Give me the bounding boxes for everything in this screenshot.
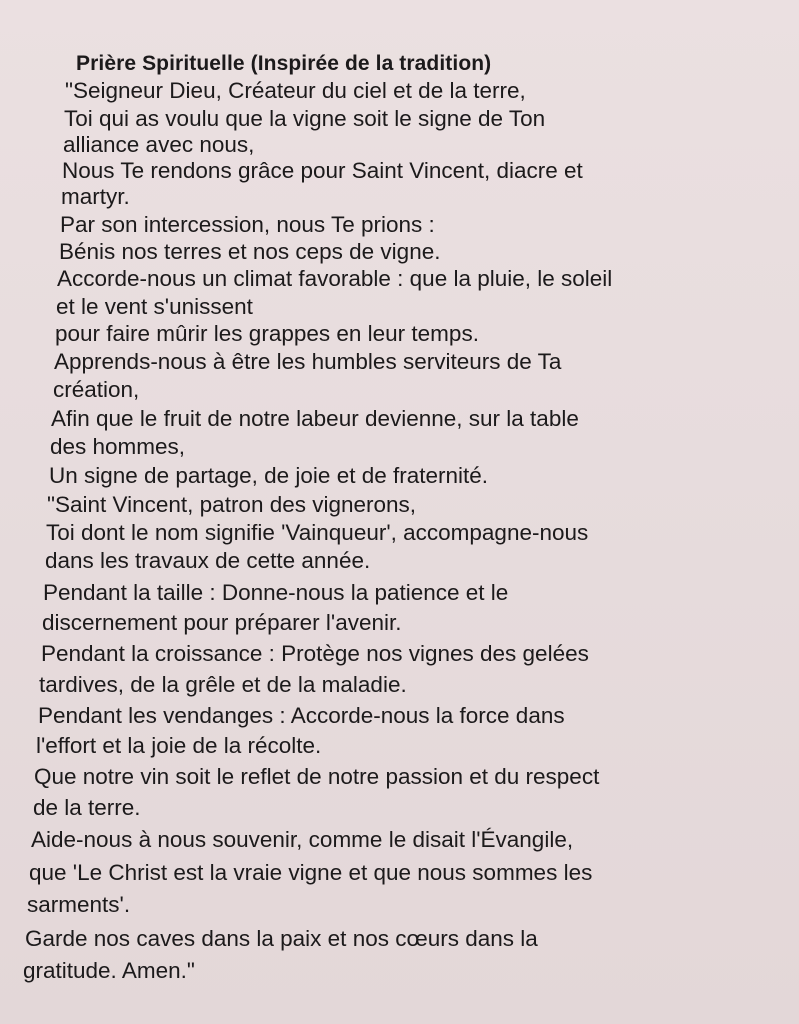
prayer-line: création, bbox=[53, 377, 140, 402]
prayer-line: discernement pour préparer l'avenir. bbox=[42, 610, 402, 635]
prayer-line: Toi qui as voulu que la vigne soit le signe de Ton bbox=[64, 106, 546, 131]
prayer-line: Garde nos caves dans la paix et nos cœurs dans la bbox=[25, 926, 538, 951]
prayer-line: Accorde-nous un climat favorable : que la pluie, le soleil bbox=[57, 266, 613, 291]
prayer-line: Pendant la taille : Donne-nous la patience et le bbox=[43, 580, 509, 605]
prayer-line: l'effort et la joie de la récolte. bbox=[36, 733, 322, 758]
prayer-line: Nous Te rendons grâce pour Saint Vincent, diacre et bbox=[62, 158, 583, 183]
prayer-line: "Saint Vincent, patron des vignerons, bbox=[47, 492, 417, 517]
prayer-line: Pendant les vendanges : Accorde-nous la force dans bbox=[38, 703, 565, 728]
prayer-line: Bénis nos terres et nos ceps de vigne. bbox=[59, 239, 441, 264]
prayer-line: dans les travaux de cette année. bbox=[45, 548, 371, 573]
prayer-line: Afin que le fruit de notre labeur devienne, sur la table bbox=[51, 406, 579, 431]
prayer-line: "Seigneur Dieu, Créateur du ciel et de la terre, bbox=[65, 78, 526, 103]
prayer-line: que 'Le Christ est la vraie vigne et que nous sommes les bbox=[29, 860, 593, 885]
prayer-line: Que notre vin soit le reflet de notre passion et du respect bbox=[34, 764, 600, 789]
prayer-line: Par son intercession, nous Te prions : bbox=[60, 212, 435, 237]
prayer-line: Un signe de partage, de joie et de fraternité. bbox=[49, 463, 489, 488]
prayer-line: Aide-nous à nous souvenir, comme le disait l'Évangile, bbox=[31, 827, 574, 852]
prayer-line: des hommes, bbox=[50, 434, 186, 459]
prayer-line: gratitude. Amen." bbox=[23, 958, 195, 983]
prayer-line: martyr. bbox=[61, 184, 130, 209]
prayer-line: pour faire mûrir les grappes en leur temps. bbox=[55, 321, 479, 346]
prayer-line: Apprends-nous à être les humbles serviteurs de Ta bbox=[54, 349, 562, 374]
prayer-line: et le vent s'unissent bbox=[56, 294, 253, 319]
prayer-line: tardives, de la grêle et de la maladie. bbox=[39, 672, 407, 697]
prayer-line: Pendant la croissance : Protège nos vignes des gelées bbox=[41, 641, 589, 666]
prayer-title: Prière Spirituelle (Inspirée de la tradition) bbox=[76, 52, 492, 75]
prayer-line: Toi dont le nom signifie 'Vainqueur', accompagne-nous bbox=[46, 520, 589, 545]
prayer-line: alliance avec nous, bbox=[63, 132, 255, 157]
prayer-line: de la terre. bbox=[33, 795, 141, 820]
prayer-line: sarments'. bbox=[27, 892, 131, 917]
